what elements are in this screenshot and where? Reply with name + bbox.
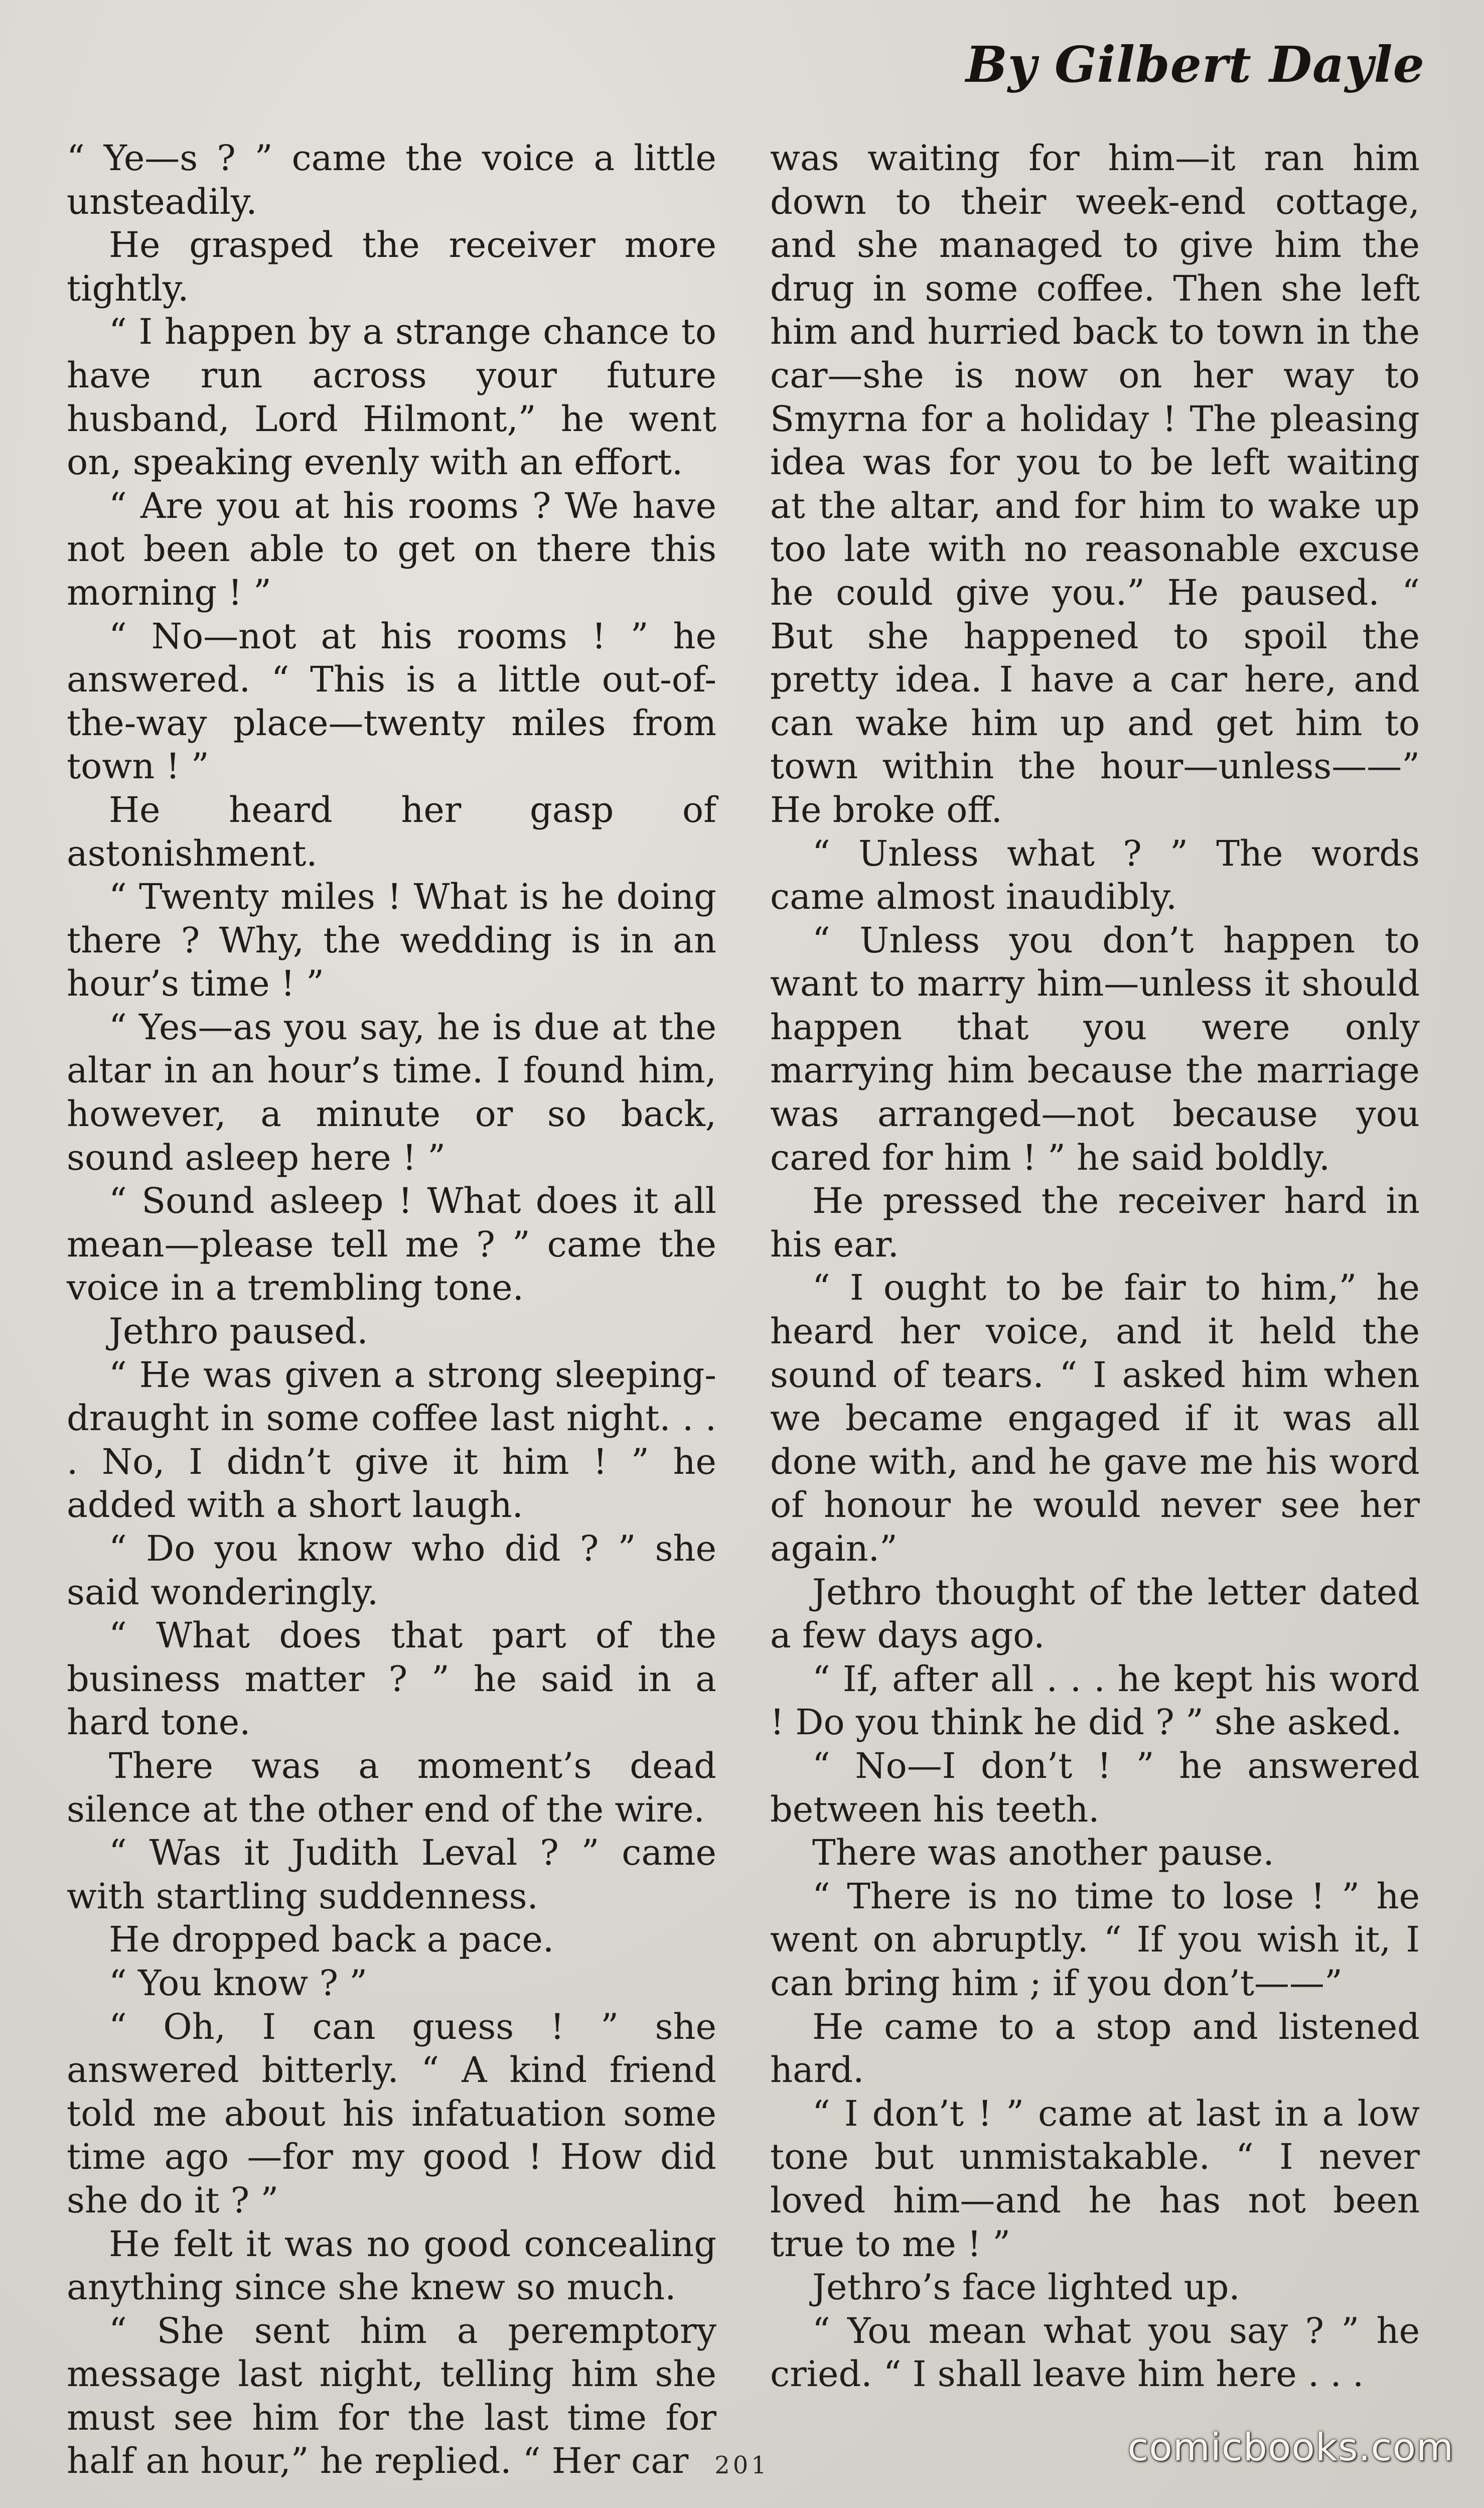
paragraph: He felt it was no good concealing anything since she knew so much. xyxy=(67,2223,716,2308)
left-column xyxy=(67,136,716,2483)
paragraph: “ I ought to be fair to him,” he heard her voice, and it held the sound of tears. “ I asked him when we became engaged if it was all done with, and he gave me his word of honour he would never see her again.” xyxy=(770,1267,1420,1569)
paragraph: There was a moment’s dead silence at the other end of the wire. xyxy=(67,1745,716,1830)
paragraph: “ I happen by a strange chance to have run across your future husband, Lord Hilmont,” he went on, speaking evenly with an effort. xyxy=(67,311,716,483)
paragraph: “ What does that part of the business matter ? ” he said in a hard tone. xyxy=(67,1615,716,1743)
page-number: 201 xyxy=(714,2451,770,2479)
paragraph: “ Unless what ? ” The words came almost inaudibly. xyxy=(770,832,1420,918)
paragraph: “ She sent him a peremptory message last night, telling him she must see him for the last time for half an hour,” he replied. “ Her car xyxy=(67,2310,716,2482)
paragraph: He dropped back a pace. xyxy=(109,1919,554,1961)
paragraph: was waiting for him—it ran him down to their week-end cottage, and she managed to give him the drug in some coffee. Then she left him and hurried back to town in the car—she is now on her way to Smyrna for a holiday ! The pleasing idea was for you to be left waiting at the altar, and for him to wake up too late with no reasonable excuse he could give you.” He paused. “ But she happened to spoil the pretty idea. I have a car here, and can wake him up and get him to town within the hour—unless——” He broke off. xyxy=(770,137,1420,830)
paragraph: He heard her gasp of astonishment. xyxy=(67,789,716,874)
paragraph: “ If, after all . . . he kept his word ! Do you think he did ? ” she asked. xyxy=(770,1658,1420,1743)
paragraph: He came to a stop and listened hard. xyxy=(770,2006,1420,2091)
paragraph: “ Yes—as you say, he is due at the altar in an hour’s time. I found him, however, a minute or so back, sound asleep here ! ” xyxy=(67,1006,716,1178)
paragraph: “ He was given a strong sleeping-draught in some coffee last night. . . . No, I didn’t give it him ! ” he added with a short laugh. xyxy=(67,1354,716,1526)
paragraph: “ No—not at his rooms ! ” he answered. “ This is a little out-of-the-way place—twenty miles from town ! ” xyxy=(67,615,716,787)
paragraph: “ Was it Judith Leval ? ” came with startling suddenness. xyxy=(67,1832,716,1917)
paragraph: “ You mean what you say ? ” he cried. “ I shall leave him here . . . xyxy=(770,2310,1420,2395)
author-byline: By Gilbert Dayle xyxy=(966,36,1425,94)
paragraph: “ There is no time to lose ! ” he went on abruptly. “ If you wish it, I can bring him ; if you don’t——” xyxy=(770,1875,1420,2004)
paragraph: He grasped the receiver more tightly. xyxy=(67,224,716,309)
paragraph: Jethro paused. xyxy=(109,1311,368,1352)
paragraph: “ No—I don’t ! ” he answered between his teeth. xyxy=(770,1745,1420,1830)
watermark: comicbooks.com xyxy=(1127,2425,1454,2469)
paragraph: “ I don’t ! ” came at last in a low tone but unmistakable. “ I never loved him—and he has not been true to me ! ” xyxy=(770,2093,1420,2265)
paragraph: He pressed the receiver hard in his ear. xyxy=(770,1180,1420,1265)
paragraph: “ Ye—s ? ” came the voice a little unsteadily. xyxy=(67,137,716,222)
paragraph: “ Oh, I can guess ! ” she answered bitterly. “ A kind friend told me about his infatuation some time ago —for my good ! How did she do it ? ” xyxy=(67,2006,716,2221)
right-column xyxy=(770,136,1420,2396)
paragraph: “ You know ? ” xyxy=(109,1962,368,2004)
paragraph: “ Are you at his rooms ? We have not been able to get on there this morning ! ” xyxy=(67,485,716,613)
paragraph: Jethro thought of the letter dated a few days ago. xyxy=(770,1571,1420,1656)
paragraph: “ Unless you don’t happen to want to marry him—unless it should happen that you were only marrying him because the marriage was arranged—not because you cared for him ! ” he said boldly. xyxy=(770,919,1420,1178)
paragraph: “ Sound asleep ! What does it all mean—please tell me ? ” came the voice in a trembling tone. xyxy=(67,1180,716,1309)
paragraph: Jethro’s face lighted up. xyxy=(812,2267,1240,2308)
paragraph: “ Twenty miles ! What is he doing there ? Why, the wedding is in an hour’s time ! ” xyxy=(67,876,716,1005)
paragraph: “ Do you know who did ? ” she said wonderingly. xyxy=(67,1528,716,1613)
paragraph: There was another pause. xyxy=(812,1832,1274,1874)
